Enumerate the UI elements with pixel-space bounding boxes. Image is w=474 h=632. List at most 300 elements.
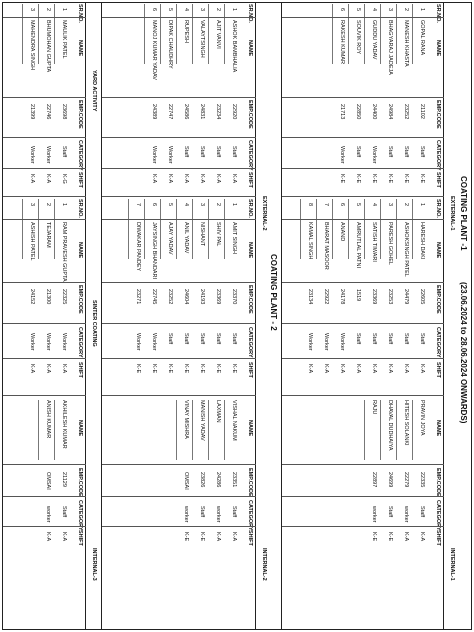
- row-category: Staff: [355, 146, 361, 158]
- row-name: AJIT VANVI: [215, 20, 221, 49]
- row-shift: K-E: [387, 532, 393, 542]
- row-shift: K-G: [61, 174, 67, 184]
- row-name: TEJARAM: [45, 222, 51, 248]
- row-name: AMRUTLAL PATNI: [355, 222, 361, 269]
- yard-activity-label: YARD ACTIVITY: [91, 70, 97, 112]
- row-category: Worker: [323, 333, 329, 351]
- row-divider: [333, 4, 334, 64]
- row-emp-code: 24699: [387, 472, 393, 488]
- row-name: PRAVIN JOYA: [419, 400, 425, 436]
- row-divider: [381, 400, 382, 460]
- row-emp-code: 23369: [215, 289, 221, 305]
- row-name: BHUMOHAN GUPTA: [45, 20, 51, 73]
- row-name: MAULIK PATEL: [61, 20, 67, 59]
- row-divider: [145, 4, 146, 64]
- row-category: Staff: [371, 333, 377, 345]
- row-category: Staff: [215, 333, 221, 345]
- header-name: NAME: [435, 40, 441, 57]
- row-shift: K-A: [45, 532, 51, 542]
- row-name: DIWAKAR PANDEY: [135, 222, 141, 272]
- header-shift: SHIFT: [247, 530, 253, 546]
- column-divider: [3, 395, 86, 396]
- header-shift: SHIFT: [77, 362, 83, 378]
- row-emp-code: 21399: [29, 104, 35, 120]
- row-name: KAMAL SINGH: [307, 222, 313, 260]
- row-divider: [129, 199, 130, 259]
- row-category: Staff: [167, 333, 173, 345]
- header-shift: SHIFT: [77, 530, 83, 546]
- row-name: LAXMAN: [215, 400, 221, 423]
- row-divider: [317, 199, 318, 259]
- row-divider: [177, 199, 178, 259]
- row-emp-code: OMSAI: [183, 472, 189, 490]
- row-shift: K-E: [371, 532, 377, 542]
- row-emp-code: 22745: [151, 289, 157, 305]
- header-emp-code: EMP.CODE: [247, 100, 253, 129]
- header-emp-code: EMP.CODE: [77, 100, 83, 129]
- row-divider: [365, 400, 366, 460]
- header-category: CATEGORY: [247, 140, 253, 171]
- row-category: Staff: [199, 506, 205, 518]
- column-divider: [282, 168, 444, 169]
- header-emp-code: EMP.CODE: [247, 285, 253, 314]
- row-category: Staff: [387, 333, 393, 345]
- row-name: ASHOK BAMBHALIA: [231, 20, 237, 73]
- row-emp-code: 24193: [199, 289, 205, 305]
- row-shift: K-A: [231, 532, 237, 542]
- row-emp-code: 1519: [355, 289, 361, 302]
- row-shift: K-A: [231, 174, 237, 184]
- row-srno: 2: [45, 8, 51, 12]
- row-divider: [39, 199, 40, 259]
- row-emp-code: 23271: [135, 289, 141, 305]
- row-shift: K-A: [29, 364, 35, 374]
- row-name: HARESH DAKI: [419, 222, 425, 260]
- header-name: NAME: [435, 242, 441, 259]
- row-emp-code: 23134: [307, 289, 313, 305]
- row-shift: K-A: [371, 364, 377, 374]
- column-divider: [102, 464, 256, 465]
- column-divider: [102, 358, 256, 359]
- header-shift: SHIFT: [435, 172, 441, 188]
- row-srno: 8: [307, 203, 313, 207]
- column-divider: [102, 137, 256, 138]
- header-srno: SR.NO.: [247, 199, 253, 218]
- row-name: AKHILESH KUMAR: [61, 400, 67, 449]
- row-divider: [55, 4, 56, 64]
- row-shift: K-A: [419, 532, 425, 542]
- row-name: MANESH KHASTA: [403, 20, 409, 67]
- row-name: ANIL YADAV: [183, 222, 189, 254]
- column-divider: [3, 496, 86, 497]
- row-divider: [193, 400, 194, 460]
- row-category: Worker: [29, 333, 35, 351]
- header-emp-code: EMP.CODE: [77, 285, 83, 314]
- row-shift: K-A: [151, 174, 157, 184]
- header-emp-code: EMP.CODE: [435, 100, 441, 129]
- column-divider: [3, 219, 86, 220]
- row-srno: 2: [215, 8, 221, 12]
- row-emp-code: 24286: [215, 472, 221, 488]
- header-category: CATEGORY: [435, 140, 441, 171]
- row-category: Staff: [419, 506, 425, 518]
- row-divider: [161, 4, 162, 64]
- row-emp-code: 24984: [387, 104, 393, 120]
- row-srno: 5: [167, 8, 173, 12]
- row-srno: 4: [183, 8, 189, 12]
- row-category: Staff: [61, 146, 67, 158]
- row-srno: 3: [199, 8, 205, 12]
- date-range-title: (23.06.2024 to 28.06.2024 ONWARDS): [459, 282, 468, 424]
- row-category: Worker: [339, 146, 345, 164]
- row-divider: [39, 4, 40, 64]
- row-category: Staff: [387, 506, 393, 518]
- row-category: worker: [403, 506, 409, 523]
- row-emp-code: 22335: [419, 472, 425, 488]
- table-border: [2, 629, 472, 630]
- header-category: CATEGORY: [247, 327, 253, 358]
- row-category: Staff: [403, 146, 409, 158]
- header-name: NAME: [435, 420, 441, 437]
- header-category: CATEGORY: [247, 500, 253, 531]
- row-name: NISHANT: [199, 222, 205, 247]
- row-name: VALAYTSINGH: [199, 20, 205, 58]
- row-category: Worker: [371, 146, 377, 164]
- row-divider: [209, 4, 210, 64]
- row-srno: 1: [61, 203, 67, 207]
- row-divider: [413, 199, 414, 259]
- row-srno: 6: [339, 8, 345, 12]
- header-category: CATEGORY: [77, 140, 83, 171]
- column-divider: [102, 282, 256, 283]
- row-srno: 4: [371, 8, 377, 12]
- row-name: SHIV PAL: [215, 222, 221, 247]
- row-emp-code: 23234: [215, 104, 221, 120]
- row-srno: 4: [183, 203, 189, 207]
- column-divider: [282, 395, 444, 396]
- main-title: COATING PLANT -1: [459, 176, 468, 251]
- row-shift: K-A: [167, 174, 173, 184]
- row-srno: 7: [135, 203, 141, 207]
- row-srno: 3: [199, 203, 205, 207]
- row-srno: 3: [29, 8, 35, 12]
- row-category: Staff: [199, 146, 205, 158]
- row-emp-code: 23252: [167, 289, 173, 305]
- row-shift: K-E: [183, 364, 189, 374]
- row-srno: 7: [323, 203, 329, 207]
- row-shift: K-A: [355, 364, 361, 374]
- header-emp-code: EMP.CODE: [435, 285, 441, 314]
- row-category: Worker: [339, 333, 345, 351]
- internal1-label: INTERNAL-1: [449, 548, 455, 581]
- row-divider: [301, 199, 302, 259]
- row-category: Staff: [215, 146, 221, 158]
- row-name: MANISH YADAV: [199, 400, 205, 441]
- row-divider: [161, 199, 162, 259]
- row-category: worker: [215, 506, 221, 523]
- row-category: Staff: [419, 333, 425, 345]
- header-emp-code: EMP.CODE: [77, 468, 83, 497]
- row-shift: K-A: [307, 364, 313, 374]
- column-divider: [3, 196, 86, 197]
- row-name: VISHAL NAKUM: [231, 400, 237, 441]
- row-emp-code: 24400: [371, 104, 377, 120]
- row-srno: 2: [215, 203, 221, 207]
- row-name: DIPAK CHAUDHRY: [167, 20, 173, 69]
- sinter-coating-label: SINTER COATING: [91, 300, 97, 347]
- row-divider: [349, 199, 350, 259]
- row-srno: 3: [387, 8, 393, 12]
- row-category: Worker: [61, 333, 67, 351]
- row-divider: [193, 199, 194, 259]
- row-category: Worker: [307, 333, 313, 351]
- column-divider: [282, 97, 444, 98]
- column-divider: [3, 526, 86, 527]
- column-divider: [102, 168, 256, 169]
- header-srno: SR.NO.: [435, 4, 441, 23]
- row-srno: 6: [339, 203, 345, 207]
- row-shift: K-E: [167, 364, 173, 374]
- row-name: GOPAL RANA: [419, 20, 425, 56]
- column-divider: [282, 526, 444, 527]
- column-divider: [102, 395, 256, 396]
- row-shift: K-A: [323, 364, 329, 374]
- row-emp-code: 21300: [45, 289, 51, 305]
- header-category: CATEGORY: [77, 327, 83, 358]
- row-emp-code: 22920: [231, 104, 237, 120]
- row-emp-code: 23351: [231, 472, 237, 488]
- row-srno: 1: [231, 8, 237, 12]
- column-divider: [282, 17, 444, 18]
- row-shift: K-A: [45, 364, 51, 374]
- column-divider: [102, 17, 256, 18]
- row-shift: K-A: [339, 364, 345, 374]
- row-divider: [365, 4, 366, 64]
- row-divider: [177, 400, 178, 460]
- row-emp-code: 24152: [29, 289, 35, 305]
- row-shift: K-E: [199, 532, 205, 542]
- row-category: Staff: [387, 146, 393, 158]
- row-emp-code: 22605: [419, 289, 425, 305]
- row-divider: [413, 400, 414, 460]
- row-category: Worker: [135, 333, 141, 351]
- row-category: Worker: [167, 146, 173, 164]
- header-emp-code: EMP.CODE: [435, 468, 441, 497]
- row-divider: [177, 4, 178, 64]
- row-emp-code: 23369: [371, 289, 377, 305]
- row-shift: K-E: [355, 174, 361, 184]
- header-name: NAME: [247, 242, 253, 259]
- row-name: SOUVIK ROY: [355, 20, 361, 55]
- row-emp-code: 24604: [183, 289, 189, 305]
- row-name: RAM PRAVESH GUPTA: [61, 222, 67, 282]
- row-category: Staff: [183, 146, 189, 158]
- row-divider: [145, 199, 146, 259]
- row-name: ANAND: [339, 222, 345, 242]
- row-name: RUPESH: [183, 20, 189, 43]
- row-divider: [397, 199, 398, 259]
- row-srno: 5: [355, 8, 361, 12]
- row-category: worker: [45, 506, 51, 523]
- header-srno: SR.NO.: [77, 4, 83, 23]
- row-category: Staff: [231, 146, 237, 158]
- row-divider: [225, 4, 226, 64]
- column-divider: [3, 358, 86, 359]
- row-category: Worker: [151, 146, 157, 164]
- row-category: Staff: [419, 146, 425, 158]
- row-category: worker: [183, 506, 189, 523]
- row-name: DHAVAL DUDHAIYA: [387, 400, 393, 451]
- table-border: [2, 2, 472, 3]
- row-emp-code: 22747: [167, 104, 173, 120]
- column-divider: [102, 219, 256, 220]
- row-shift: K-A: [61, 532, 67, 542]
- row-shift: K-A: [387, 364, 393, 374]
- row-name: GUDDU YADAV: [371, 20, 377, 60]
- row-divider: [381, 4, 382, 64]
- row-emp-code: 23252: [403, 104, 409, 120]
- column-divider: [282, 196, 444, 197]
- row-divider: [349, 4, 350, 64]
- column-divider: [3, 97, 86, 98]
- row-emp-code: 24389: [151, 104, 157, 120]
- row-divider: [23, 4, 24, 64]
- row-shift: K-A: [45, 174, 51, 184]
- row-name: ANISH KUMAR: [45, 400, 51, 439]
- row-srno: 3: [29, 203, 35, 207]
- row-shift: K-E: [183, 532, 189, 542]
- row-divider: [397, 400, 398, 460]
- row-shift: K-A: [215, 532, 221, 542]
- header-category: CATEGORY: [77, 500, 83, 531]
- header-name: NAME: [77, 420, 83, 437]
- row-category: Staff: [231, 333, 237, 345]
- row-divider: [23, 199, 24, 259]
- row-shift: K-A: [419, 364, 425, 374]
- header-srno: SR.NO.: [77, 199, 83, 218]
- row-name: ASHISH PATEL: [29, 222, 35, 261]
- row-emp-code: 24178: [339, 289, 345, 305]
- header-srno: SR.NO.: [435, 199, 441, 218]
- row-shift: K-E: [199, 364, 205, 374]
- row-shift: K-E: [403, 174, 409, 184]
- row-name: RAKESH KUMAR: [339, 20, 345, 65]
- row-emp-code: 22279: [403, 472, 409, 488]
- row-category: Staff: [403, 333, 409, 345]
- row-emp-code: 22746: [45, 104, 51, 120]
- row-category: Worker: [151, 333, 157, 351]
- row-name: ASHOKSINGH PATEL: [403, 222, 409, 277]
- column-divider: [102, 97, 256, 98]
- row-emp-code: 24479: [403, 289, 409, 305]
- header-name: NAME: [77, 40, 83, 57]
- header-srno: SR.NO.: [247, 4, 253, 23]
- column-divider: [102, 323, 256, 324]
- row-category: Staff: [231, 506, 237, 518]
- row-shift: K-A: [199, 174, 205, 184]
- row-shift: K-A: [61, 364, 67, 374]
- row-srno: 1: [419, 8, 425, 12]
- row-srno: 1: [419, 203, 425, 207]
- row-srno: 4: [371, 203, 377, 207]
- row-shift: K-A: [403, 532, 409, 542]
- row-divider: [381, 199, 382, 259]
- row-emp-code: 23826: [199, 472, 205, 488]
- external1-label: EXTERNAL-1: [449, 196, 455, 231]
- row-name: RAJU: [371, 400, 377, 415]
- row-shift: K-E: [371, 174, 377, 184]
- row-divider: [39, 400, 40, 460]
- plant2-title: COATING PLANT - 2: [269, 254, 278, 331]
- internal2-label: INTERNAL-2: [261, 548, 267, 581]
- row-category: Staff: [355, 333, 361, 345]
- row-name: HITESH SOLANKI: [403, 400, 409, 446]
- row-name: JAYSINGH BHANDARI: [151, 222, 157, 280]
- row-name: MANOJ KUMAR YADAV: [151, 20, 157, 80]
- row-divider: [413, 4, 414, 64]
- row-name: MAHENDRA SINGH: [29, 20, 35, 71]
- internal3-label: INTERNAL-3: [91, 548, 97, 581]
- row-shift: K-E: [151, 364, 157, 374]
- table-border: [471, 2, 472, 630]
- row-divider: [225, 400, 226, 460]
- header-shift: SHIFT: [247, 362, 253, 378]
- row-emp-code: 21129: [61, 472, 67, 487]
- row-divider: [209, 400, 210, 460]
- column-divider: [3, 464, 86, 465]
- row-srno: 2: [45, 203, 51, 207]
- row-srno: 2: [403, 203, 409, 207]
- row-name: BHAGYARAJ JADEJA: [387, 20, 393, 75]
- row-emp-code: 22922: [323, 289, 329, 305]
- column-divider: [282, 496, 444, 497]
- header-emp-code: EMP.CODE: [247, 468, 253, 497]
- row-emp-code: 21713: [339, 104, 345, 120]
- header-category: CATEGORY: [435, 500, 441, 531]
- row-divider: [397, 4, 398, 64]
- row-srno: 5: [167, 203, 173, 207]
- row-shift: K-A: [183, 174, 189, 184]
- header-shift: SHIFT: [247, 172, 253, 188]
- row-category: Worker: [45, 333, 51, 351]
- row-emp-code: 22897: [371, 472, 377, 488]
- row-srno: 1: [231, 203, 237, 207]
- column-divider: [282, 137, 444, 138]
- row-shift: K-E: [135, 364, 141, 374]
- row-srno: 2: [403, 8, 409, 12]
- row-shift: K-E: [231, 364, 237, 374]
- row-emp-code: 22850: [355, 104, 361, 120]
- header-shift: SHIFT: [77, 172, 83, 188]
- column-divider: [3, 323, 86, 324]
- column-divider: [3, 17, 86, 18]
- header-shift: SHIFT: [435, 530, 441, 546]
- row-category: worker: [371, 506, 377, 523]
- row-shift: K-E: [339, 174, 345, 184]
- external2-label: EXTERNAL-2: [261, 196, 267, 231]
- row-shift: K-E: [215, 364, 221, 374]
- column-divider: [282, 464, 444, 465]
- row-emp-code: 24831: [199, 104, 205, 120]
- row-category: Staff: [61, 506, 67, 518]
- header-name: NAME: [247, 40, 253, 57]
- header-shift: SHIFT: [435, 362, 441, 378]
- row-divider: [365, 199, 366, 259]
- column-divider: [3, 137, 86, 138]
- row-divider: [55, 400, 56, 460]
- row-name: BHARAT MASOOR: [323, 222, 329, 270]
- row-divider: [209, 199, 210, 259]
